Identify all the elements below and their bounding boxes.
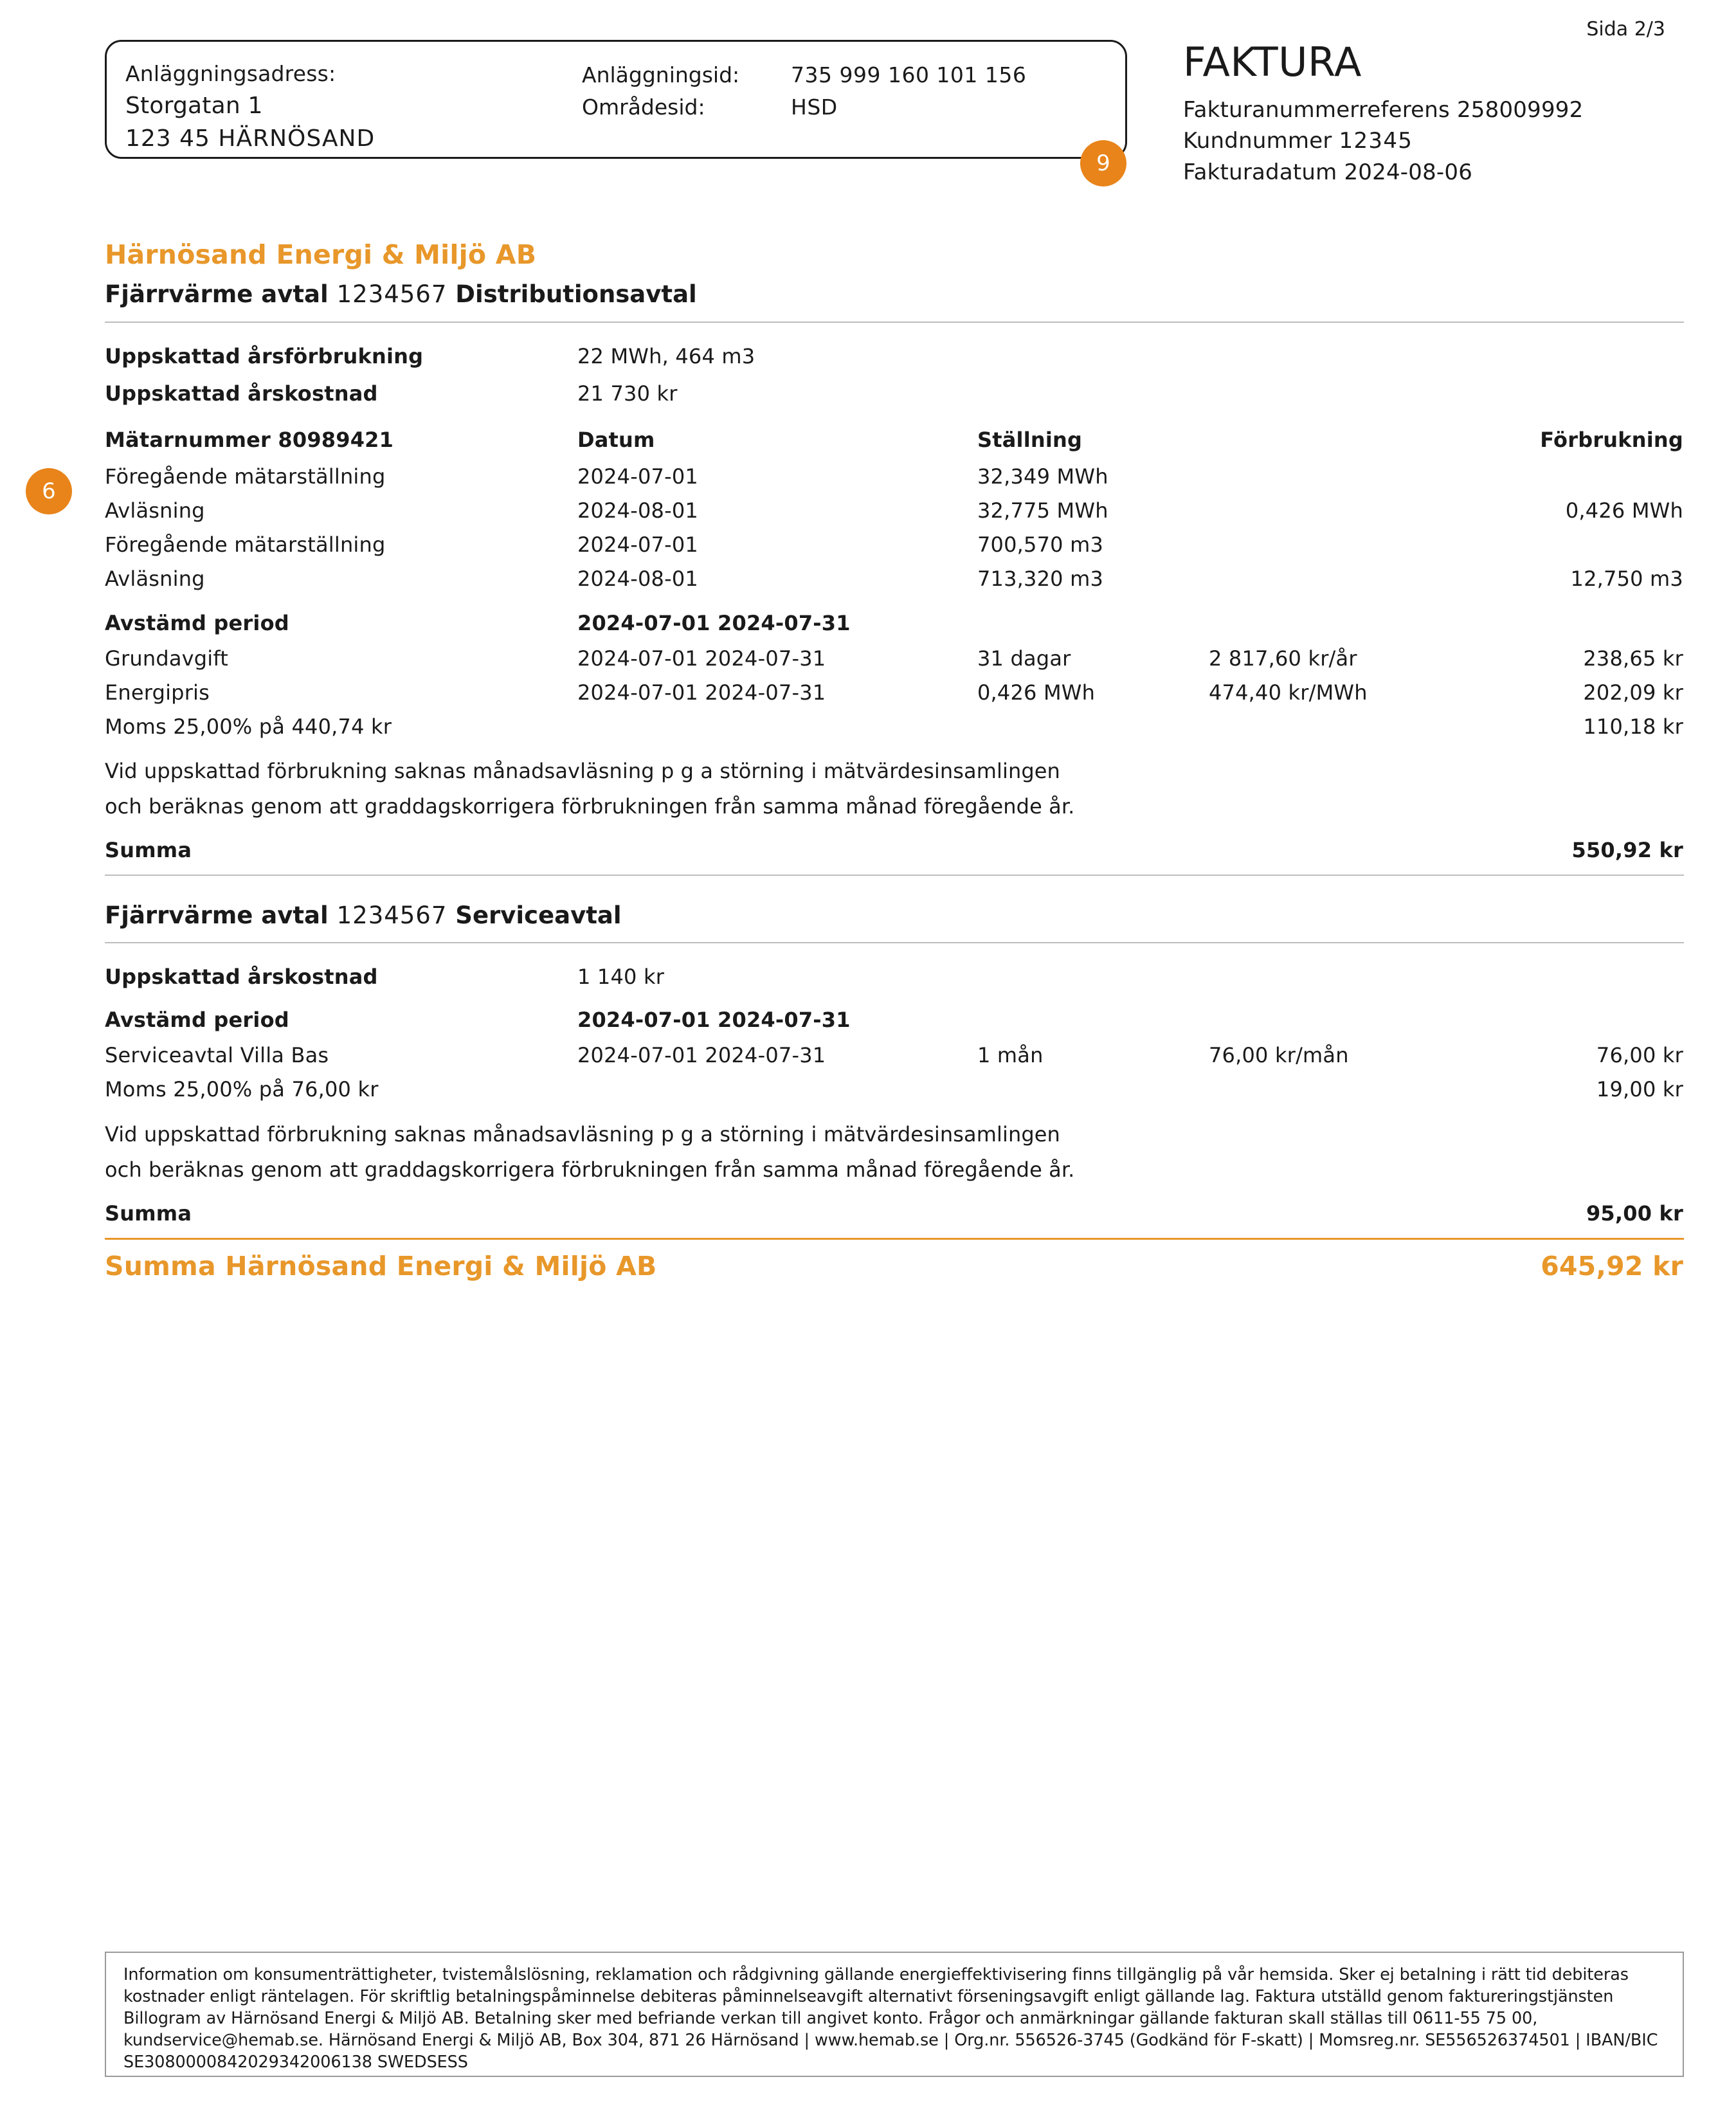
table-cell-date: 2024-08-01 [577, 567, 698, 591]
table-cell-amount: 202,09 kr [1583, 680, 1683, 705]
table-row: Moms 25,00% på 440,74 kr [105, 714, 392, 739]
table-row: Serviceavtal Villa Bas [105, 1043, 329, 1067]
table-row: Föregående mätarställning [105, 532, 386, 557]
facility-address-label: Anläggningsadress: [125, 61, 336, 86]
table-cell-date: 2024-07-01 [577, 464, 698, 489]
facility-id-values [791, 59, 1026, 123]
contract-1-estimate-value-0: 22 MWh, 464 m3 [577, 344, 755, 368]
table-cell-amount: 19,00 kr [1596, 1077, 1683, 1102]
invoice-title: FAKTURA [1183, 39, 1362, 86]
table-cell-rate: 2 817,60 kr/år [1209, 646, 1357, 671]
company-name: Härnösand Energi & Miljö AB [105, 239, 537, 270]
divider-accent [105, 1238, 1684, 1240]
annotation-badge-9: 9 [1080, 140, 1126, 186]
facility-address [125, 59, 375, 155]
page-number: Sida 2/3 [1586, 18, 1665, 41]
table-cell-amount: 76,00 kr [1596, 1043, 1683, 1067]
table-row: Avläsning [105, 498, 205, 523]
contract-2-period-value: 2024-07-01 2024-07-31 [577, 1008, 851, 1032]
grand-total-value: 645,92 kr [1541, 1251, 1683, 1282]
table-row: Avläsning [105, 567, 205, 591]
contract-1-estimate-label-1: Uppskattad årskostnad [105, 381, 378, 406]
table-cell-reading: 713,320 m3 [977, 567, 1104, 591]
contract-1-period-value: 2024-07-01 2024-07-31 [577, 611, 851, 635]
grand-total-label: Summa Härnösand Energi & Miljö AB [105, 1251, 657, 1282]
facility-id-labels [582, 59, 739, 123]
table-cell-consumption: 0,426 MWh [1565, 498, 1683, 523]
contract-2-title-suffix: Serviceavtal [455, 902, 622, 929]
invoice-meta [1183, 39, 1697, 188]
meter-col-reading: Ställning [977, 428, 1083, 452]
contract-1-note-line-1: Vid uppskattad förbrukning saknas månadsavläsning p g a störning i mätvärdesinsamlingen [105, 759, 1060, 783]
table-cell-reading: 700,570 m3 [977, 532, 1104, 557]
contract-1-sum-label: Summa [105, 838, 192, 862]
table-row: Energipris [105, 680, 210, 705]
contract-2-note-line-1: Vid uppskattad förbrukning saknas månadsavläsning p g a störning i mätvärdesinsamlingen [105, 1122, 1060, 1147]
contract-1-number: 1234567 [336, 280, 448, 308]
table-cell-consumption: 12,750 m3 [1570, 567, 1683, 591]
contract-2-title-prefix: Fjärrvärme avtal [105, 902, 329, 929]
divider [105, 875, 1684, 876]
contract-1-title-prefix: Fjärrvärme avtal [105, 280, 329, 308]
table-cell-reading: 32,775 MWh [977, 498, 1108, 523]
table-cell-reading: 32,349 MWh [977, 464, 1108, 489]
table-row: Moms 25,00% på 76,00 kr [105, 1077, 379, 1102]
facility-city: 123 45 HÄRNÖSAND [125, 125, 375, 152]
contract-2-sum-label: Summa [105, 1201, 192, 1226]
customer-number-label: Kundnummer [1183, 128, 1332, 154]
meter-number: Mätarnummer 80989421 [105, 428, 394, 452]
table-cell-rate: 76,00 kr/mån [1209, 1043, 1349, 1067]
annotation-badge-6: 6 [26, 468, 72, 514]
table-cell-period: 2024-07-01 2024-07-31 [577, 1043, 826, 1067]
facility-id-label: Anläggningsid: [582, 62, 740, 87]
contract-2-title [105, 902, 622, 929]
divider [105, 322, 1684, 323]
meter-col-consumption: Förbrukning [1540, 428, 1683, 452]
contract-1-estimate-value-1: 21 730 kr [577, 381, 678, 406]
contract-1-period-label: Avstämd period [105, 611, 289, 635]
area-id-value: HSD [791, 94, 838, 120]
table-cell-amount: 238,65 kr [1583, 646, 1683, 671]
facility-street: Storgatan 1 [125, 92, 263, 119]
contract-2-number: 1234567 [336, 902, 448, 929]
table-cell-qty: 1 mån [977, 1043, 1044, 1067]
table-cell-date: 2024-07-01 [577, 532, 698, 557]
divider [105, 942, 1684, 943]
contract-1-sum-value: 550,92 kr [1571, 838, 1683, 862]
facility-id-value: 735 999 160 101 156 [791, 62, 1027, 87]
table-row: Föregående mätarställning [105, 464, 386, 489]
contract-2-note-line-2: och beräknas genom att graddagskorrigera förbrukningen från samma månad föregående år. [105, 1157, 1075, 1182]
contract-2-estimate-value-0: 1 140 kr [577, 965, 665, 989]
contract-1-note-line-2: och beräknas genom att graddagskorrigera förbrukningen från samma månad föregående år. [105, 794, 1075, 819]
invoice-date: Fakturadatum 2024-08-06 [1183, 159, 1473, 185]
contract-2-period-label: Avstämd period [105, 1008, 289, 1032]
footer-text: Information om konsumenträttigheter, tvistemålslösning, reklamation och rådgivning gällande energieffektivisering finns tillgänglig på vår hemsida. Sker ej betalning i rätt tid debiteras kostnader enligt räntelagen. För skriftlig betalningspåminnelse debiteras påminnelseavgift alternativt förseningsavgift enligt gällande lag. Faktura utställd genom faktureringstjänsten Billogram av Härnösand Energi & Miljö AB. Betalning sker med befriande verkan till angivet konto. Frågor och anmärkningar gällande fakturan skall ställas till 0611-55 75 00, kundservice@hemab.se. Härnösand Energi & Miljö AB, Box 304, 871 26 Härnösand | www.hemab.se | Org.nr. 556526-3745 (Godkänd för F-skatt) | Momsreg.nr. SE556526374501 | IBAN/BIC SE3080000842029342006138 SWEDSESS [123, 1965, 1658, 2072]
contract-2-sum-value: 95,00 kr [1586, 1201, 1683, 1226]
table-cell-amount: 110,18 kr [1583, 714, 1683, 739]
contract-2-estimate-label-0: Uppskattad årskostnad [105, 965, 378, 989]
contract-1-estimate-label-0: Uppskattad årsförbrukning [105, 344, 424, 368]
contract-1-title-suffix: Distributionsavtal [455, 280, 697, 308]
invoice-customer-number [1183, 125, 1697, 156]
table-cell-period: 2024-07-01 2024-07-31 [577, 646, 826, 671]
meter-col-date: Datum [577, 428, 655, 452]
table-cell-rate: 474,40 kr/MWh [1209, 680, 1368, 705]
table-cell-qty: 0,426 MWh [977, 680, 1096, 705]
table-cell-date: 2024-08-01 [577, 498, 698, 523]
customer-number-value: 12345 [1339, 128, 1413, 154]
table-cell-qty: 31 dagar [977, 646, 1071, 671]
table-row: Grundavgift [105, 646, 229, 671]
table-cell-period: 2024-07-01 2024-07-31 [577, 680, 826, 705]
area-id-label: Områdesid: [582, 94, 705, 120]
invoice-reference: Fakturanummerreferens 258009992 [1183, 97, 1584, 123]
contract-1-title [105, 280, 697, 308]
